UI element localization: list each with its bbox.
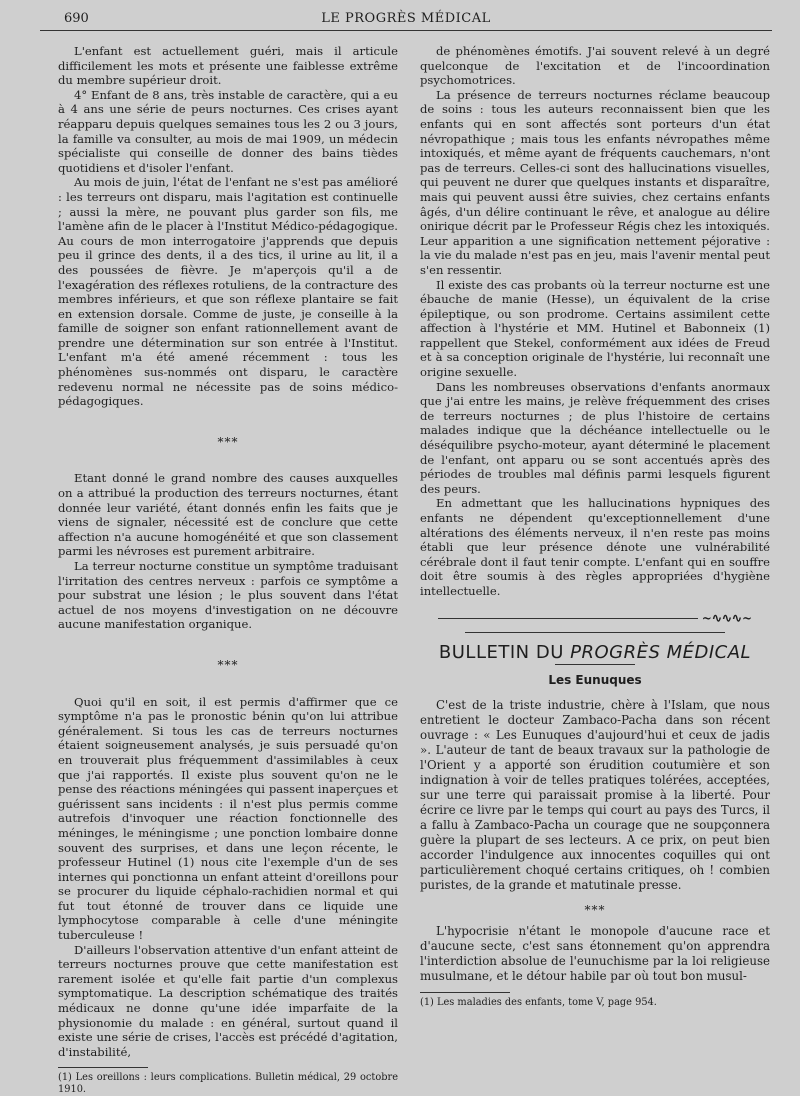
paragraph: de phénomènes émotifs. J'ai souvent relevé à un degré quelconque de l'excitation et de l'incoordination psychomotrices. — [420, 44, 770, 88]
paragraph: Quoi qu'il en soit, il est permis d'affirmer que ce symptôme n'a pas le pronostic bénin qu'on lui attribue généralement. Si tous les cas de terreurs nocturnes étaient soigneusement analysés, je suis persuadé qu'on en trouverait plus fréquemment d'assimilables à ceux que j'ai rapportés. Il existe plus souvent qu'on ne le pense des réactions méningées qui passent inaperçues et guérissent sans incidents : il n'est plus permis comme autrefois d'invoquer une réaction fonctionnelle des méninges, le méningisme ; une ponction lombaire donne souvent des surprises, et dans une leçon récente, le professeur Hutinel (1) nous cite l'exemple d'un de ses internes qui ponctionna un enfant atteint d'oreillons pour se procurer du liquide céphalo-rachidien normal et qui fut tout étonné de trouver dans ce liquide une lymphocytose comparable à celle d'une méningite tuberculeuse ! — [58, 694, 398, 943]
section-stars: *** — [584, 902, 606, 917]
paragraph: D'ailleurs l'observation attentive d'un enfant atteint de terreurs nocturnes prouve que cette manifestation est rarement isolée et qu'elle fait partie d'un complexus symptomatique. La description schématique des traités médicaux ne donne qu'une idée imparfaite de la physionomie du malade : en général, surtout quand il existe une série de crises, l'accès est précédé d'agitation, d'instabilité, — [58, 942, 398, 1059]
page-number: 690 — [64, 11, 89, 26]
paragraph: En admettant que les hallucinations hypniques des enfants ne dépendent qu'exceptionnellement d'une altérations des éléments nerveux, il n'en reste pas moins établi que leur présence dénote une vulnérabilité cérébrale dont il faut tenir compte. L'enfant qui en souffre doit être soumis à des règles appropriées d'hygiène intellectuelle. — [420, 496, 770, 598]
bulletin-heading — [420, 641, 770, 663]
bulletin-heading-italic: PROGRÈS MÉDICAL — [570, 641, 752, 663]
paragraph: La terreur nocturne constitue un symptôme traduisant l'irritation des centres nerveux : parfois ce symptôme a pour substrat une lésion ; le plus souvent dans l'état actuel de nos moyens d'investigation on ne découvre aucune manifestation organique. — [58, 559, 398, 632]
separator-ornament: ~∿∿∿~ — [701, 610, 753, 625]
separator-line — [465, 632, 725, 633]
running-title: LE PROGRÈS MÉDICAL — [321, 11, 491, 26]
footnote: (1) Les maladies des enfants, tome V, page 954. — [420, 996, 657, 1008]
left-column — [58, 44, 398, 1096]
heading-rule — [555, 664, 635, 665]
paragraph: Il existe des cas probants où la terreur nocturne est une ébauche de manie (Hesse), un équivalent de la crise épileptique, ou son prodrome. Certains assimilent cette affection à l'hystérie et MM. Hutinel et Babonneix (1) rappellent que Stekel, conformément aux idées de Freud et à sa conception originale de l'hystérie, lui reconnaît une origine sexuelle. — [420, 277, 770, 380]
paragraph: Dans les nombreuses observations d'enfants anormaux que j'ai entre les mains, je relève fréquemment des crises de terreurs nocturnes ; de plus l'histoire de certains malades indique que la déchéance intellectuelle ou le déséquilibre psycho-moteur, ayant déterminé le placement de l'enfant, ont apparu ou se sont accentués après des périodes de troubles mal définis parmi lesquels figurent des peurs. — [420, 379, 770, 496]
footnote: (1) Les oreillons : leurs complications. Bulletin médical, 29 octobre 1910. — [58, 1072, 398, 1096]
right-column — [420, 44, 770, 1009]
paragraph: Au mois de juin, l'état de l'enfant ne s'est pas amélioré : les terreurs ont disparu, mais l'agitation est continuelle ; aussi la mère, ne pouvant plus garder son fils, me l'amène afin de le placer à l'Institut Médico-pédagogique. Au cours de mon interrogatoire j'apprends que depuis peu il grince des dents, il a des tics, il urine au lit, il a des poussées de fièvre. Je m'aperçois qu'il a de l'exagération des réflexes rotuliens, de la contracture des membres inférieurs, et que son réflexe plantaire se fait en extension dorsale. Comme de juste, je conseille à la famille de soigner son enfant rationnellement avant de prendre une détermination sur son entrée à l'Institut. L'enfant m'a été amené récemment : tous les phénomènes sus-nommés ont disparu, le caractère redevenu normal ne nécessite pas de soins médico-pédagogiques. — [58, 175, 398, 409]
footnote-rule — [420, 992, 510, 993]
section-title: Les Eunuques — [548, 673, 642, 688]
paragraph: 4° Enfant de 8 ans, très instable de caractère, qui a eu à 4 ans une série de peurs nocturnes. Ces crises ayant réapparu depuis quelques semaines tous les 2 ou 3 jours, la famille va consulter, au mois de mai 1909, un médecin spécialiste qui conseille de donner des bains tièdes quotidiens et d'isoler l'enfant. — [58, 87, 398, 175]
paragraph: L'hypocrisie n'étant le monopole d'aucune race et d'aucune secte, c'est sans étonnement qu'on apprendra l'interdiction absolue de l'eunuchisme par la loi religieuse musulmane, et le détour habile par où tout bon musul- — [420, 923, 770, 983]
section-stars: *** — [217, 434, 239, 449]
section-separator — [420, 611, 770, 640]
footnote-rule — [58, 1067, 148, 1068]
page-header — [40, 8, 772, 31]
paragraph: La présence de terreurs nocturnes réclame beaucoup de soins : tous les auteurs reconnaissent bien que les enfants qui en sont affectés sont porteurs d'un état névropathique ; mais tous les enfants névropathes même intoxiqués, et même ayant de fréquents cauchemars, n'ont pas de terreurs. Celles-ci sont des hallucinations visuelles, qui peuvent ne durer que quelques instants et disparaître, mais qui peuvent aussi être suivies, chez certains enfants âgés, d'un délire continuant le rêve, et analogue au délire onirique décrit par le Professeur Régis chez les intoxiqués. Leur apparition a une signification nettement péjorative : la vie du malade n'est pas en jeu, mais l'avenir mental peut s'en ressentir. — [420, 87, 770, 277]
section-stars: *** — [217, 657, 239, 672]
paragraph: L'enfant est actuellement guéri, mais il articule difficilement les mots et présente une faiblesse extrême du membre supérieur droit. — [58, 44, 398, 88]
paragraph: C'est de la triste industrie, chère à l'Islam, que nous entretient le docteur Zambaco-Pacha dans son récent ouvrage : « Les Eunuques d'aujourd'hui et ceux de jadis ». L'auteur de tant de beaux travaux sur la pathologie de l'Orient y a apporté son érudition coutumière et son indignation à voir de telles pratiques tolérées, acceptées, sur une terre qui paraissait promise à la liberté. Pour écrire ce livre par le temps qui court au pays des Turcs, il a fallu à Zambaco-Pacha un courage que ne soupçonnera guère la plupart de ses lecteurs. A ce prix, on peut bien accorder l'indulgence aux innocentes coquilles qui ont particulièrement choqué certains critiques, oh ! combien puristes, de la grande et matutinale presse. — [420, 697, 770, 892]
paragraph: Etant donné le grand nombre des causes auxquelles on a attribué la production des terreurs nocturnes, étant donnée leur variété, étant donnés enfin les faits que je viens de signaler, nécessité est de conclure que cette affection n'a aucune homogénéité et que son classement parmi les névroses est purement arbitraire. — [58, 471, 398, 559]
separator-line — [438, 618, 698, 619]
bulletin-heading-part: BULLETIN DU — [438, 641, 571, 663]
